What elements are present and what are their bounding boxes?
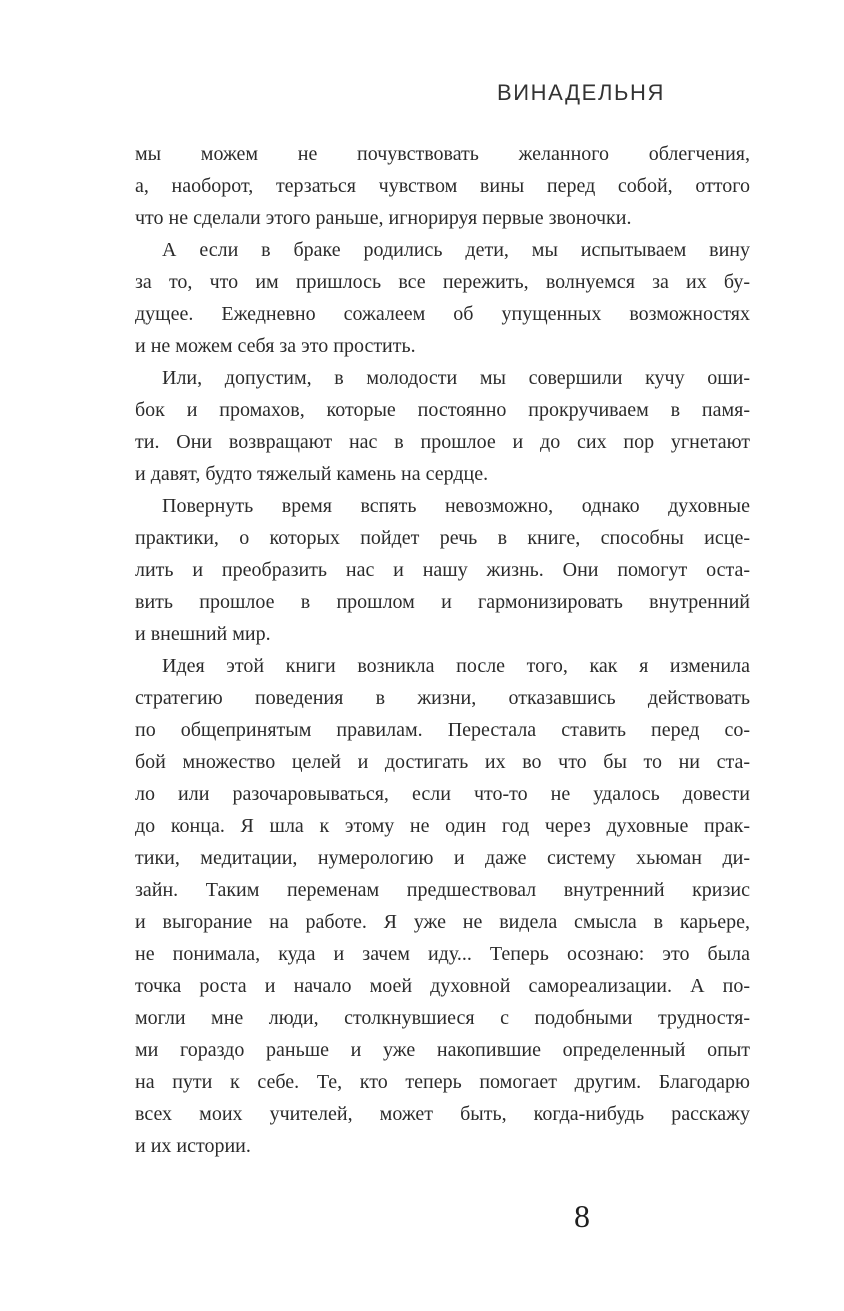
text-line: по общепринятым правилам. Перестала ставить перед со- bbox=[135, 719, 750, 741]
text-line: а, наоборот, терзаться чувством вины перед собой, оттого bbox=[135, 175, 750, 197]
text-line: на пути к себе. Те, кто теперь помогает другим. Благодарю bbox=[135, 1071, 750, 1093]
text-line: бой множество целей и достигать их во что бы то ни ста- bbox=[135, 751, 750, 773]
text-line: за то, что им пришлось все пережить, волнуемся за их бу- bbox=[135, 271, 750, 293]
paragraph bbox=[135, 490, 750, 650]
text-line: Идея этой книги возникла после того, как я изменила bbox=[162, 655, 750, 677]
text-line: точка роста и начало моей духовной самореализации. А по- bbox=[135, 975, 750, 997]
text-line: практики, о которых пойдет речь в книге, способны исце- bbox=[135, 527, 750, 549]
text-line: и давят, будто тяжелый камень на сердце. bbox=[135, 463, 489, 485]
text-line: и выгорание на работе. Я уже не видела смысла в карьере, bbox=[135, 911, 750, 933]
paragraph bbox=[135, 138, 750, 234]
page-number: 8 bbox=[574, 1198, 590, 1234]
text-line: вить прошлое в прошлом и гармонизировать внутренний bbox=[135, 591, 750, 613]
text-line: и внешний мир. bbox=[135, 623, 271, 645]
text-line: бок и промахов, которые постоянно прокручиваем в памя- bbox=[135, 399, 750, 421]
text-line: и не можем себя за это простить. bbox=[135, 335, 416, 357]
text-line: мы можем не почувствовать желанного облегчения, bbox=[135, 143, 750, 165]
text-line: А если в браке родились дети, мы испытываем вину bbox=[162, 239, 750, 261]
text-line: всех моих учителей, может быть, когда-нибудь расскажу bbox=[135, 1103, 750, 1125]
text-line: ми гораздо раньше и уже накопившие определенный опыт bbox=[135, 1039, 750, 1061]
text-line: могли мне люди, столкнувшиеся с подобными трудностя- bbox=[135, 1007, 750, 1029]
text-line: Или, допустим, в молодости мы совершили кучу оши- bbox=[162, 367, 750, 389]
text-line: и их истории. bbox=[135, 1135, 251, 1157]
text-line: дущее. Ежедневно сожалеем об упущенных возможностях bbox=[135, 303, 750, 325]
text-line: не понимала, куда и зачем иду... Теперь осознаю: это была bbox=[135, 943, 750, 965]
text-line: до конца. Я шла к этому не один год через духовные прак- bbox=[135, 815, 750, 837]
text-line: стратегию поведения в жизни, отказавшись действовать bbox=[135, 687, 750, 709]
paragraph bbox=[135, 234, 750, 362]
text-line: тики, медитации, нумерологию и даже систему хьюман ди- bbox=[135, 847, 750, 869]
paragraph bbox=[135, 362, 750, 490]
running-head: ВИНАДЕЛЬНЯ bbox=[496, 80, 666, 105]
text-line: зайн. Таким переменам предшествовал внутренний кризис bbox=[135, 879, 750, 901]
text-line: ти. Они возвращают нас в прошлое и до сих пор угнетают bbox=[135, 431, 750, 453]
text-line: что не сделали этого раньше, игнорируя первые звоночки. bbox=[135, 207, 632, 229]
text-line: лить и преобразить нас и нашу жизнь. Они помогут оста- bbox=[135, 559, 750, 581]
text-line: Повернуть время вспять невозможно, однако духовные bbox=[162, 495, 750, 517]
paragraph bbox=[135, 650, 750, 1162]
text-line: ло или разочаровываться, если что-то не удалось довести bbox=[135, 783, 750, 805]
body-text bbox=[135, 138, 750, 1162]
